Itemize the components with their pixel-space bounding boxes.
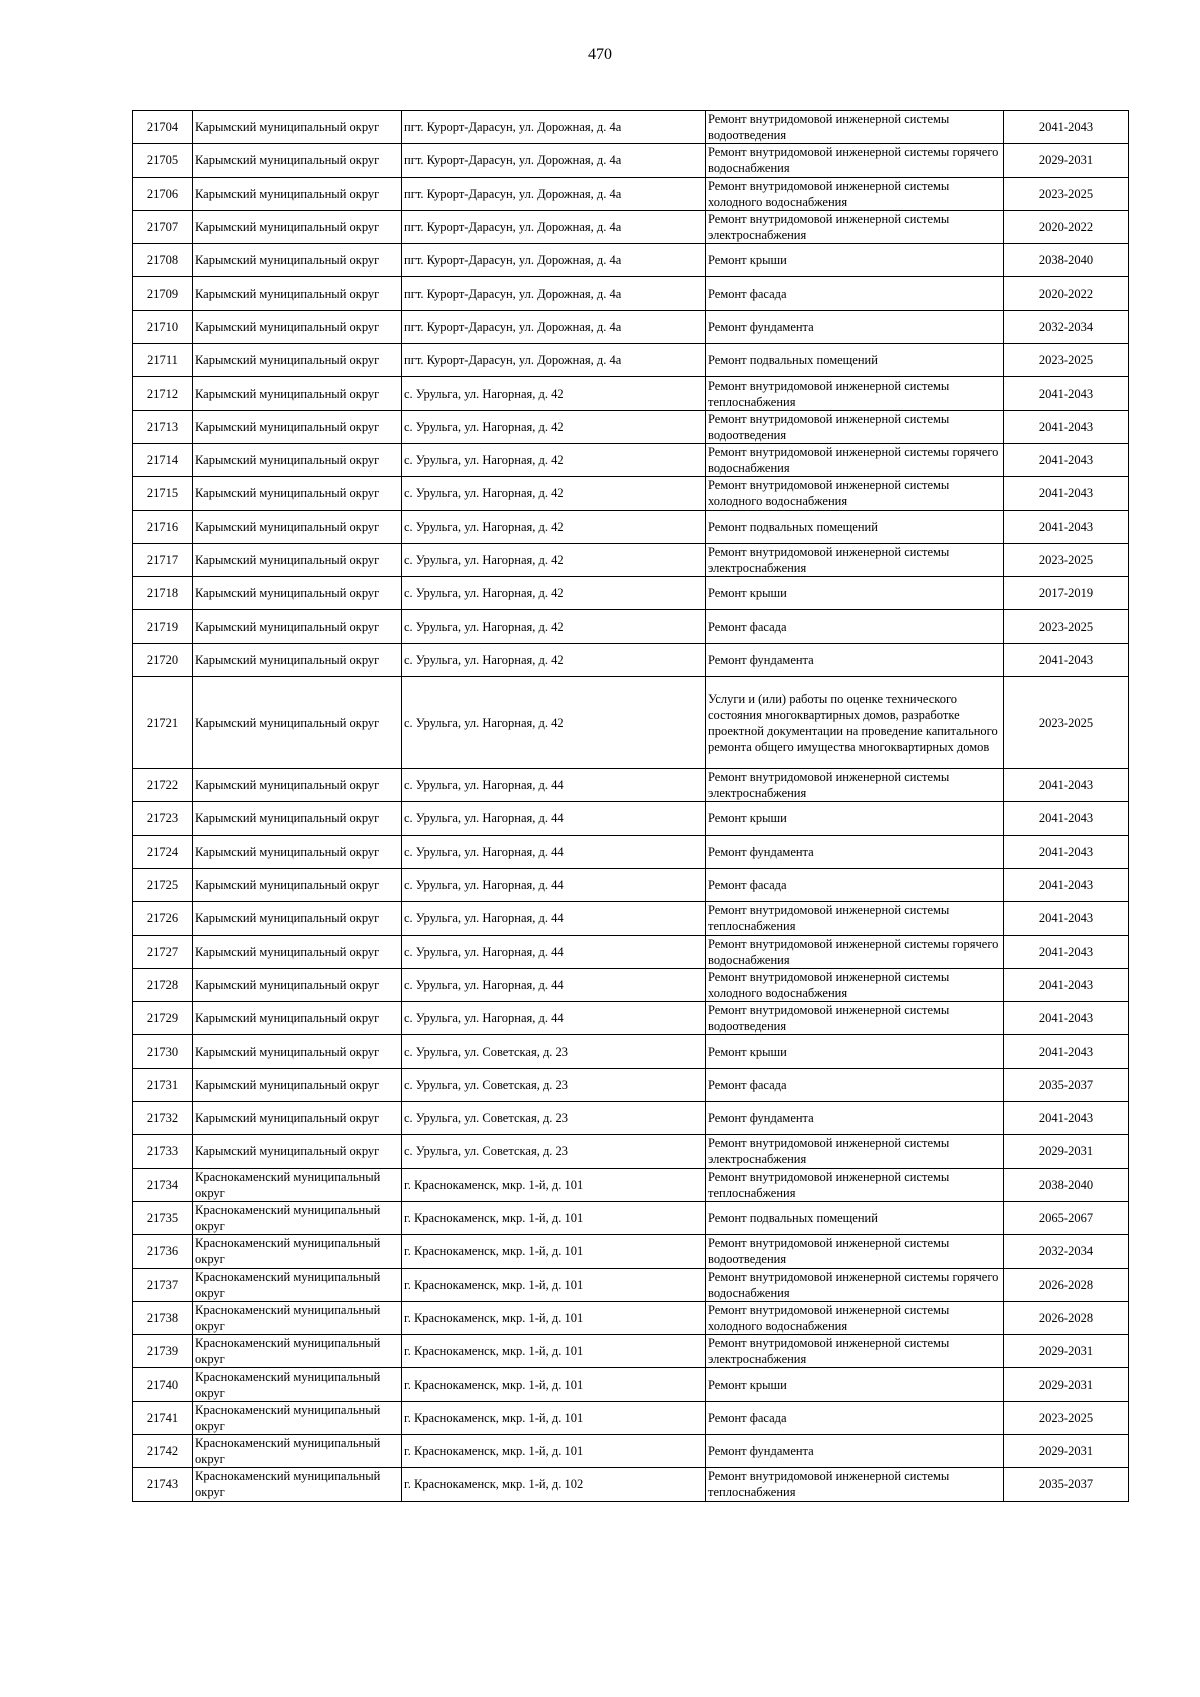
row-number-cell: 21726 — [133, 902, 193, 935]
municipality-cell: Карымский муниципальный округ — [193, 210, 402, 243]
address-cell: с. Урульга, ул. Нагорная, д. 42 — [402, 543, 706, 576]
row-number-cell: 21707 — [133, 210, 193, 243]
address-cell: пгт. Курорт-Дарасун, ул. Дорожная, д. 4а — [402, 244, 706, 277]
address-cell: г. Краснокаменск, мкр. 1-й, д. 101 — [402, 1201, 706, 1234]
address-cell: с. Урульга, ул. Советская, д. 23 — [402, 1135, 706, 1168]
row-number-cell: 21719 — [133, 610, 193, 643]
table-row — [133, 344, 1129, 377]
table-row — [133, 144, 1129, 177]
work-type-cell: Ремонт внутридомовой инженерной системы теплоснабжения — [706, 1168, 1004, 1201]
period-cell: 2041-2043 — [1004, 1102, 1129, 1135]
row-number-cell: 21723 — [133, 802, 193, 835]
period-cell: 2041-2043 — [1004, 111, 1129, 144]
period-cell: 2020-2022 — [1004, 210, 1129, 243]
work-type-cell: Ремонт внутридомовой инженерной системы теплоснабжения — [706, 902, 1004, 935]
table-row — [133, 477, 1129, 510]
table-row — [133, 1434, 1129, 1467]
work-type-cell: Ремонт крыши — [706, 1035, 1004, 1068]
period-cell: 2041-2043 — [1004, 410, 1129, 443]
row-number-cell: 21710 — [133, 310, 193, 343]
table-row — [133, 543, 1129, 576]
municipality-cell: Краснокаменский муниципальный округ — [193, 1268, 402, 1301]
address-cell: г. Краснокаменск, мкр. 1-й, д. 101 — [402, 1268, 706, 1301]
table-row — [133, 1102, 1129, 1135]
row-number-cell: 21704 — [133, 111, 193, 144]
table-row — [133, 1401, 1129, 1434]
period-cell: 2035-2037 — [1004, 1468, 1129, 1501]
work-type-cell: Ремонт внутридомовой инженерной системы холодного водоснабжения — [706, 1301, 1004, 1334]
table-row — [133, 1168, 1129, 1201]
table-row — [133, 1035, 1129, 1068]
work-type-cell: Ремонт внутридомовой инженерной системы теплоснабжения — [706, 377, 1004, 410]
table-row — [133, 177, 1129, 210]
municipality-cell: Краснокаменский муниципальный округ — [193, 1335, 402, 1368]
row-number-cell: 21734 — [133, 1168, 193, 1201]
municipality-cell: Краснокаменский муниципальный округ — [193, 1434, 402, 1467]
municipality-cell: Краснокаменский муниципальный округ — [193, 1168, 402, 1201]
work-type-cell: Ремонт крыши — [706, 577, 1004, 610]
address-cell: с. Урульга, ул. Нагорная, д. 44 — [402, 868, 706, 901]
work-type-cell: Ремонт фундамента — [706, 835, 1004, 868]
table-row — [133, 677, 1129, 769]
row-number-cell: 21740 — [133, 1368, 193, 1401]
row-number-cell: 21739 — [133, 1335, 193, 1368]
row-number-cell: 21732 — [133, 1102, 193, 1135]
address-cell: г. Краснокаменск, мкр. 1-й, д. 101 — [402, 1301, 706, 1334]
work-type-cell: Ремонт подвальных помещений — [706, 1201, 1004, 1234]
table-row — [133, 1301, 1129, 1334]
period-cell: 2032-2034 — [1004, 1235, 1129, 1268]
address-cell: с. Урульга, ул. Нагорная, д. 42 — [402, 477, 706, 510]
row-number-cell: 21738 — [133, 1301, 193, 1334]
repair-schedule-table — [132, 110, 1129, 1502]
period-cell: 2029-2031 — [1004, 1368, 1129, 1401]
row-number-cell: 21743 — [133, 1468, 193, 1501]
table-row — [133, 1135, 1129, 1168]
row-number-cell: 21731 — [133, 1068, 193, 1101]
period-cell: 2023-2025 — [1004, 677, 1129, 769]
row-number-cell: 21718 — [133, 577, 193, 610]
work-type-cell: Ремонт фундамента — [706, 310, 1004, 343]
address-cell: г. Краснокаменск, мкр. 1-й, д. 101 — [402, 1335, 706, 1368]
address-cell: с. Урульга, ул. Нагорная, д. 44 — [402, 802, 706, 835]
municipality-cell: Краснокаменский муниципальный округ — [193, 1201, 402, 1234]
table-row — [133, 1002, 1129, 1035]
row-number-cell: 21742 — [133, 1434, 193, 1467]
row-number-cell: 21729 — [133, 1002, 193, 1035]
period-cell: 2038-2040 — [1004, 244, 1129, 277]
municipality-cell: Карымский муниципальный округ — [193, 344, 402, 377]
address-cell: г. Краснокаменск, мкр. 1-й, д. 102 — [402, 1468, 706, 1501]
address-cell: пгт. Курорт-Дарасун, ул. Дорожная, д. 4а — [402, 210, 706, 243]
address-cell: с. Урульга, ул. Нагорная, д. 44 — [402, 935, 706, 968]
table-row — [133, 244, 1129, 277]
municipality-cell: Карымский муниципальный округ — [193, 277, 402, 310]
row-number-cell: 21730 — [133, 1035, 193, 1068]
municipality-cell: Карымский муниципальный округ — [193, 1135, 402, 1168]
work-type-cell: Ремонт внутридомовой инженерной системы водоотведения — [706, 410, 1004, 443]
work-type-cell: Ремонт крыши — [706, 1368, 1004, 1401]
table-row — [133, 902, 1129, 935]
municipality-cell: Карымский муниципальный округ — [193, 868, 402, 901]
period-cell: 2023-2025 — [1004, 344, 1129, 377]
period-cell: 2041-2043 — [1004, 643, 1129, 676]
work-type-cell: Ремонт внутридомовой инженерной системы электроснабжения — [706, 1135, 1004, 1168]
municipality-cell: Карымский муниципальный округ — [193, 111, 402, 144]
work-type-cell: Ремонт крыши — [706, 802, 1004, 835]
table-row — [133, 1268, 1129, 1301]
municipality-cell: Карымский муниципальный округ — [193, 643, 402, 676]
row-number-cell: 21728 — [133, 968, 193, 1001]
work-type-cell: Ремонт фасада — [706, 868, 1004, 901]
municipality-cell: Карымский муниципальный округ — [193, 1035, 402, 1068]
work-type-cell: Ремонт внутридомовой инженерной системы водоотведения — [706, 1235, 1004, 1268]
work-type-cell: Ремонт фасада — [706, 1401, 1004, 1434]
address-cell: с. Урульга, ул. Советская, д. 23 — [402, 1102, 706, 1135]
table-row — [133, 1368, 1129, 1401]
work-type-cell: Ремонт внутридомовой инженерной системы горячего водоснабжения — [706, 1268, 1004, 1301]
work-type-cell: Ремонт внутридомовой инженерной системы электроснабжения — [706, 1335, 1004, 1368]
period-cell: 2041-2043 — [1004, 935, 1129, 968]
period-cell: 2065-2067 — [1004, 1201, 1129, 1234]
work-type-cell: Услуги и (или) работы по оценке технического состояния многоквартирных домов, разработке проектной документации на проведение капитального ремонта общего имущества многоквартирных домов — [706, 677, 1004, 769]
work-type-cell: Ремонт внутридомовой инженерной системы холодного водоснабжения — [706, 177, 1004, 210]
municipality-cell: Карымский муниципальный округ — [193, 543, 402, 576]
work-type-cell: Ремонт фундамента — [706, 1102, 1004, 1135]
work-type-cell: Ремонт фасада — [706, 277, 1004, 310]
work-type-cell: Ремонт внутридомовой инженерной системы холодного водоснабжения — [706, 968, 1004, 1001]
table-row — [133, 643, 1129, 676]
period-cell: 2041-2043 — [1004, 443, 1129, 476]
address-cell: с. Урульга, ул. Нагорная, д. 44 — [402, 1002, 706, 1035]
work-type-cell: Ремонт внутридомовой инженерной системы холодного водоснабжения — [706, 477, 1004, 510]
period-cell: 2041-2043 — [1004, 477, 1129, 510]
municipality-cell: Карымский муниципальный округ — [193, 443, 402, 476]
table-row — [133, 1201, 1129, 1234]
municipality-cell: Краснокаменский муниципальный округ — [193, 1301, 402, 1334]
period-cell: 2041-2043 — [1004, 510, 1129, 543]
address-cell: с. Урульга, ул. Нагорная, д. 42 — [402, 577, 706, 610]
period-cell: 2041-2043 — [1004, 769, 1129, 802]
municipality-cell: Карымский муниципальный округ — [193, 677, 402, 769]
address-cell: пгт. Курорт-Дарасун, ул. Дорожная, д. 4а — [402, 111, 706, 144]
work-type-cell: Ремонт внутридомовой инженерной системы электроснабжения — [706, 210, 1004, 243]
work-type-cell: Ремонт крыши — [706, 244, 1004, 277]
municipality-cell: Карымский муниципальный округ — [193, 244, 402, 277]
address-cell: с. Урульга, ул. Советская, д. 23 — [402, 1068, 706, 1101]
row-number-cell: 21725 — [133, 868, 193, 901]
address-cell: с. Урульга, ул. Нагорная, д. 42 — [402, 377, 706, 410]
period-cell: 2038-2040 — [1004, 1168, 1129, 1201]
work-type-cell: Ремонт внутридомовой инженерной системы электроснабжения — [706, 769, 1004, 802]
row-number-cell: 21737 — [133, 1268, 193, 1301]
table-row — [133, 1235, 1129, 1268]
work-type-cell: Ремонт внутридомовой инженерной системы горячего водоснабжения — [706, 935, 1004, 968]
municipality-cell: Карымский муниципальный округ — [193, 769, 402, 802]
row-number-cell: 21713 — [133, 410, 193, 443]
work-type-cell: Ремонт внутридомовой инженерной системы горячего водоснабжения — [706, 443, 1004, 476]
address-cell: с. Урульга, ул. Нагорная, д. 44 — [402, 835, 706, 868]
municipality-cell: Краснокаменский муниципальный округ — [193, 1401, 402, 1434]
period-cell: 2029-2031 — [1004, 1135, 1129, 1168]
address-cell: с. Урульга, ул. Нагорная, д. 44 — [402, 902, 706, 935]
table-row — [133, 377, 1129, 410]
municipality-cell: Карымский муниципальный округ — [193, 1002, 402, 1035]
row-number-cell: 21711 — [133, 344, 193, 377]
row-number-cell: 21722 — [133, 769, 193, 802]
address-cell: г. Краснокаменск, мкр. 1-й, д. 101 — [402, 1368, 706, 1401]
period-cell: 2029-2031 — [1004, 1434, 1129, 1467]
row-number-cell: 21733 — [133, 1135, 193, 1168]
address-cell: г. Краснокаменск, мкр. 1-й, д. 101 — [402, 1235, 706, 1268]
address-cell: с. Урульга, ул. Нагорная, д. 42 — [402, 677, 706, 769]
municipality-cell: Карымский муниципальный округ — [193, 902, 402, 935]
period-cell: 2026-2028 — [1004, 1301, 1129, 1334]
row-number-cell: 21721 — [133, 677, 193, 769]
row-number-cell: 21708 — [133, 244, 193, 277]
table-row — [133, 210, 1129, 243]
municipality-cell: Карымский муниципальный округ — [193, 1102, 402, 1135]
row-number-cell: 21716 — [133, 510, 193, 543]
table-row — [133, 1068, 1129, 1101]
table-row — [133, 935, 1129, 968]
address-cell: с. Урульга, ул. Нагорная, д. 42 — [402, 610, 706, 643]
table-row — [133, 769, 1129, 802]
address-cell: г. Краснокаменск, мкр. 1-й, д. 101 — [402, 1168, 706, 1201]
address-cell: с. Урульга, ул. Нагорная, д. 44 — [402, 968, 706, 1001]
row-number-cell: 21724 — [133, 835, 193, 868]
municipality-cell: Карымский муниципальный округ — [193, 968, 402, 1001]
address-cell: с. Урульга, ул. Советская, д. 23 — [402, 1035, 706, 1068]
table-row — [133, 310, 1129, 343]
row-number-cell: 21712 — [133, 377, 193, 410]
period-cell: 2023-2025 — [1004, 610, 1129, 643]
municipality-cell: Карымский муниципальный округ — [193, 935, 402, 968]
period-cell: 2029-2031 — [1004, 1335, 1129, 1368]
period-cell: 2041-2043 — [1004, 377, 1129, 410]
table-row — [133, 443, 1129, 476]
municipality-cell: Карымский муниципальный округ — [193, 477, 402, 510]
row-number-cell: 21720 — [133, 643, 193, 676]
table-row — [133, 410, 1129, 443]
period-cell: 2041-2043 — [1004, 1002, 1129, 1035]
period-cell: 2026-2028 — [1004, 1268, 1129, 1301]
table-row — [133, 1468, 1129, 1501]
municipality-cell: Карымский муниципальный округ — [193, 577, 402, 610]
table-row — [133, 968, 1129, 1001]
address-cell: с. Урульга, ул. Нагорная, д. 42 — [402, 443, 706, 476]
work-type-cell: Ремонт внутридомовой инженерной системы электроснабжения — [706, 543, 1004, 576]
address-cell: пгт. Курорт-Дарасун, ул. Дорожная, д. 4а — [402, 344, 706, 377]
row-number-cell: 21735 — [133, 1201, 193, 1234]
period-cell: 2041-2043 — [1004, 902, 1129, 935]
municipality-cell: Краснокаменский муниципальный округ — [193, 1468, 402, 1501]
address-cell: пгт. Курорт-Дарасун, ул. Дорожная, д. 4а — [402, 310, 706, 343]
municipality-cell: Карымский муниципальный округ — [193, 310, 402, 343]
work-type-cell: Ремонт фундамента — [706, 1434, 1004, 1467]
row-number-cell: 21705 — [133, 144, 193, 177]
table-row — [133, 802, 1129, 835]
municipality-cell: Карымский муниципальный округ — [193, 1068, 402, 1101]
address-cell: пгт. Курорт-Дарасун, ул. Дорожная, д. 4а — [402, 144, 706, 177]
table-row — [133, 577, 1129, 610]
table-row — [133, 1335, 1129, 1368]
work-type-cell: Ремонт фундамента — [706, 643, 1004, 676]
period-cell: 2029-2031 — [1004, 144, 1129, 177]
period-cell: 2023-2025 — [1004, 543, 1129, 576]
municipality-cell: Карымский муниципальный округ — [193, 144, 402, 177]
period-cell: 2041-2043 — [1004, 968, 1129, 1001]
address-cell: пгт. Курорт-Дарасун, ул. Дорожная, д. 4а — [402, 277, 706, 310]
address-cell: г. Краснокаменск, мкр. 1-й, д. 101 — [402, 1434, 706, 1467]
period-cell: 2035-2037 — [1004, 1068, 1129, 1101]
table-row — [133, 111, 1129, 144]
municipality-cell: Краснокаменский муниципальный округ — [193, 1368, 402, 1401]
address-cell: с. Урульга, ул. Нагорная, д. 42 — [402, 643, 706, 676]
work-type-cell: Ремонт фасада — [706, 1068, 1004, 1101]
address-cell: г. Краснокаменск, мкр. 1-й, д. 101 — [402, 1401, 706, 1434]
row-number-cell: 21736 — [133, 1235, 193, 1268]
period-cell: 2041-2043 — [1004, 802, 1129, 835]
address-cell: с. Урульга, ул. Нагорная, д. 44 — [402, 769, 706, 802]
work-type-cell: Ремонт внутридомовой инженерной системы водоотведения — [706, 1002, 1004, 1035]
row-number-cell: 21741 — [133, 1401, 193, 1434]
work-type-cell: Ремонт внутридомовой инженерной системы горячего водоснабжения — [706, 144, 1004, 177]
municipality-cell: Карымский муниципальный округ — [193, 835, 402, 868]
work-type-cell: Ремонт подвальных помещений — [706, 510, 1004, 543]
municipality-cell: Карымский муниципальный округ — [193, 410, 402, 443]
row-number-cell: 21727 — [133, 935, 193, 968]
work-type-cell: Ремонт внутридомовой инженерной системы водоотведения — [706, 111, 1004, 144]
page-number: 470 — [588, 46, 612, 63]
table-row — [133, 835, 1129, 868]
period-cell: 2023-2025 — [1004, 177, 1129, 210]
row-number-cell: 21706 — [133, 177, 193, 210]
municipality-cell: Карымский муниципальный округ — [193, 510, 402, 543]
address-cell: пгт. Курорт-Дарасун, ул. Дорожная, д. 4а — [402, 177, 706, 210]
table-body — [133, 111, 1129, 1502]
table-row — [133, 510, 1129, 543]
municipality-cell: Карымский муниципальный округ — [193, 610, 402, 643]
work-type-cell: Ремонт подвальных помещений — [706, 344, 1004, 377]
municipality-cell: Карымский муниципальный округ — [193, 377, 402, 410]
address-cell: с. Урульга, ул. Нагорная, д. 42 — [402, 510, 706, 543]
period-cell: 2017-2019 — [1004, 577, 1129, 610]
row-number-cell: 21714 — [133, 443, 193, 476]
row-number-cell: 21717 — [133, 543, 193, 576]
period-cell: 2041-2043 — [1004, 868, 1129, 901]
municipality-cell: Карымский муниципальный округ — [193, 802, 402, 835]
table-row — [133, 868, 1129, 901]
period-cell: 2041-2043 — [1004, 835, 1129, 868]
table-row — [133, 610, 1129, 643]
row-number-cell: 21709 — [133, 277, 193, 310]
table-row — [133, 277, 1129, 310]
period-cell: 2020-2022 — [1004, 277, 1129, 310]
address-cell: с. Урульга, ул. Нагорная, д. 42 — [402, 410, 706, 443]
row-number-cell: 21715 — [133, 477, 193, 510]
municipality-cell: Карымский муниципальный округ — [193, 177, 402, 210]
work-type-cell: Ремонт фасада — [706, 610, 1004, 643]
work-type-cell: Ремонт внутридомовой инженерной системы теплоснабжения — [706, 1468, 1004, 1501]
period-cell: 2041-2043 — [1004, 1035, 1129, 1068]
period-cell: 2032-2034 — [1004, 310, 1129, 343]
municipality-cell: Краснокаменский муниципальный округ — [193, 1235, 402, 1268]
period-cell: 2023-2025 — [1004, 1401, 1129, 1434]
